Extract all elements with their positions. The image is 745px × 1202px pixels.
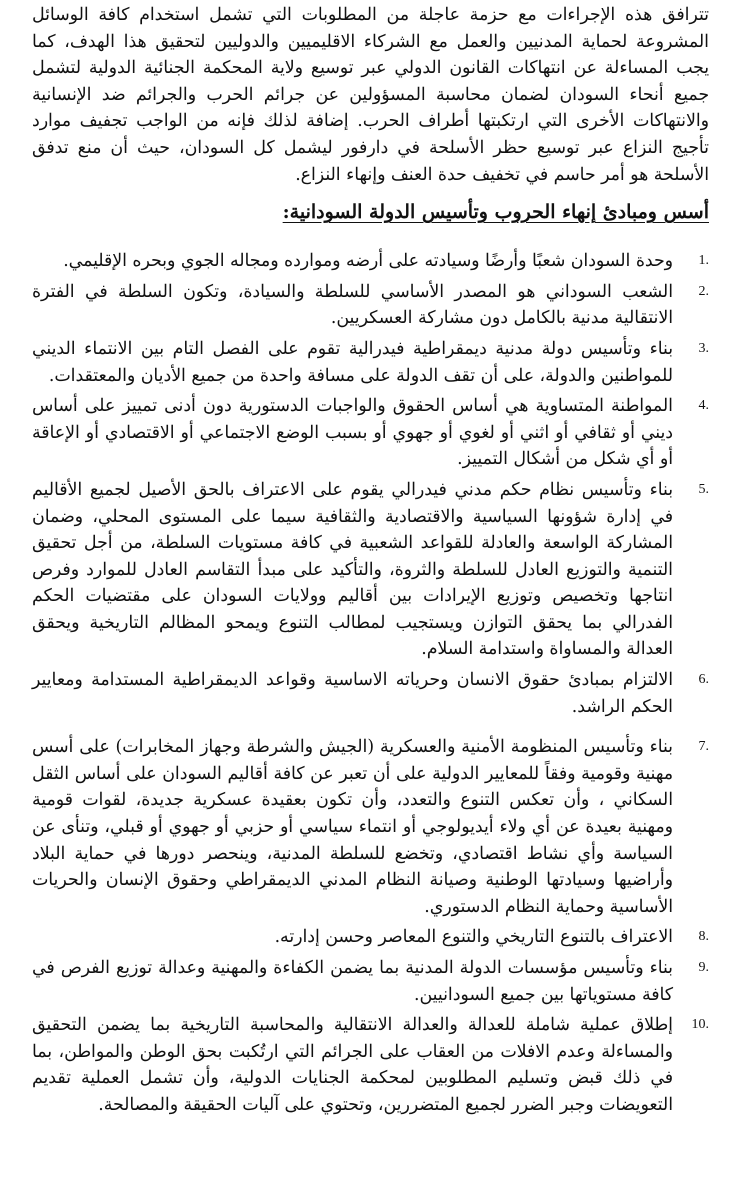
item-number: 3. [698,340,709,356]
item-text: الاعتراف بالتنوع التاريخي والتنوع المعاصر وحسن إدارته. [274,927,673,948]
item-number: 7. [698,739,709,755]
item-number: 5. [698,481,709,497]
item-number: 6. [698,672,709,688]
item-text: إطلاق عملية شاملة للعدالة والعدالة الانتقالية والمحاسبة التاريخية بما يضمن التحقيق والمساءلة وعدم الافلات من العقاب على الجرائم التي ارتُكبت بحق الوطن والمواطن، بما في ذلك قبض وتسليم المطلوبين لمحكمة الجنايات الدولية، وأن تشمل العملية تقديم التعويضات وجبر الضرر لجميع المتضررين، وتحتوي على آليات الحقيقة والمصالحة. [32,1015,673,1115]
intro-paragraph: تترافق هذه الإجراءات مع حزمة عاجلة من المطلوبات التي تشمل استخدام كافة الوسائل المشروعة لحماية المدنيين والعمل مع الشركاء الاقليميين والدوليين لتحقيق هذا الهدف، كما يجب المساءلة عن انتهاكات القانون الدولي عبر توسيع ولاية المحكمة الجنائية الدولية لتشمل جميع أنحاء السودان لضمان محاسبة المسؤولين عن جرائم الحرب والجرائم ضد الإنسانية والانتهاكات الأخرى التي ارتكبتها أطراف الحرب. إضافة لذلك فإنه من الواجب تجفيف موارد تأجيج النزاع عبر توسيع حظر الأسلحة في دارفور ليشمل كل السودان، حيث أن منع تدفق الأسلحة هو أمر حاسم في تخفيف حدة العنف وإنهاء النزاع. [32,5,709,185]
principles-list [32,248,709,1118]
list-item [32,336,709,389]
item-text: وحدة السودان شعبًا وأرضًا وسيادته على أرضه وموارده ومجاله الجوي وبحره الإقليمي. [63,251,673,272]
list-item [32,924,709,951]
list-item [32,393,709,473]
item-number: 9. [698,960,709,975]
item-text: الشعب السوداني هو المصدر الأساسي للسلطة والسيادة، وتكون السلطة في الفترة الانتقالية مدنية بالكامل دون مشاركة العسكريين. [32,281,673,329]
list-item [32,667,709,720]
document-page [0,2,745,1202]
list-item [32,279,709,332]
list-item [32,477,709,663]
list-item [32,734,709,920]
item-text: المواطنة المتساوية هي أساس الحقوق والواجبات الدستورية دون أدنى تمييز على أساس ديني أو ثقافي أو اثني أو لغوي أو جهوي أو بسبب الوضع الاجتماعي أو الاقتصادي أو الإعاقة أو أي شكل من أشكال التمييز. [32,396,673,470]
item-number: 1. [698,253,709,269]
list-item [32,248,709,275]
item-number: 2. [698,283,709,299]
item-number: 8. [698,929,709,945]
item-text: بناء وتأسيس مؤسسات الدولة المدنية بما يضمن الكفاءة والمهنية وعدالة توزيع الفرص في كافة مستوياتها بين جميع السودانيين. [32,958,673,1005]
item-text: بناء وتأسيس المنظومة الأمنية والعسكرية (الجيش والشرطة وجهاز المخابرات) على أسس مهنية وقومية وفقاً للمعايير الدولية على أن تعبر عن كافة أقاليم السودان على أساس الثقل السكاني ، وأن تعكس التنوع والتعدد، وأن تكون بعقيدة عسكرية جديدة، لقوات قومية ومهنية بعيدة عن أي ولاء أيديولوجي أو انتماء سياسي أو حزبي أو جهوي أو قبلي، وتنأى عن السياسة وأي نشاط اقتصادي، وتخضع للسلطة المدنية، وينحصر دورها في حماية البلاد وأراضيها وسيادتها الوطنية وصيانة النظام المدني الديمقراطي وحقوق الإنسان والحريات الأساسية وحماية النظام الدستوري. [32,737,673,917]
item-text: بناء وتأسيس دولة مدنية ديمقراطية فيدرالية تقوم على الفصل التام بين الانتماء الديني للمواطنين والدولة، على أن تقف الدولة على مسافة واحدة من جميع الأديان والمعتقدات. [32,338,673,386]
item-number: 4. [698,398,709,414]
item-text: الالتزام بمبادئ حقوق الانسان وحرياته الاساسية وقواعد الديمقراطية المستدامة ومعايير الحكم الراشد. [32,670,673,717]
item-text: بناء وتأسيس نظام حكم مدني فيدرالي يقوم على الاعتراف بالحق الأصيل لجميع الأقاليم في إدارة شؤونها السياسية والاقتصادية والثقافية سيما على المستوى المحلي، وضمان المشاركة الواسعة والعادلة للقواعد الشعبية في كافة مستويات السلطة، من أجل تحقيق التنمية والتوزيع العادل للسلطة والثروة، والتأكيد على مبدأ التقاسم العادل للموارد وفرص انتاجها وتخصيص وتوزيع الإيرادات بين أقاليم وولايات السودان على مقتضيات الحكم الفدرالي بما يحقق التوازن ويستجيب لمطالب التنوع ويمحو المظالم التاريخية ويحقق العدالة والمساواة واستدامة السلام. [32,479,673,660]
item-number: 10. [691,1017,709,1033]
section-heading: أسس ومبادئ إنهاء الحروب وتأسيس الدولة السودانية: [282,201,709,224]
list-item [32,955,709,1008]
list-item [32,1012,709,1118]
